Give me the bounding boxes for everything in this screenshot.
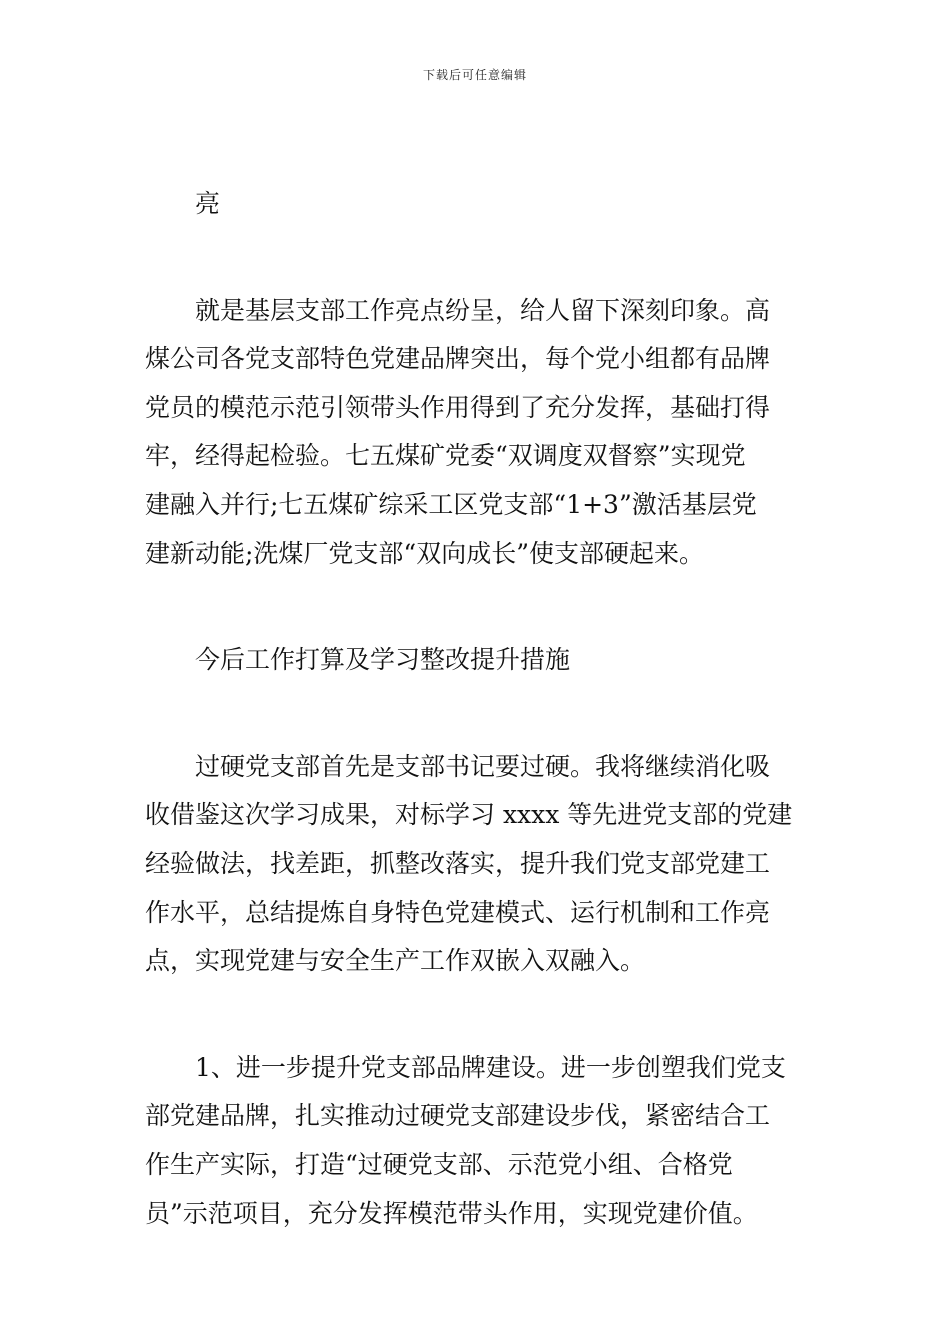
paragraph-liang [145, 180, 810, 229]
paragraph-highlights [145, 287, 810, 579]
text-line: 过硬党支部首先是支部书记要过硬。我将继续消化吸 [195, 751, 771, 781]
text-line: 作生产实际，打造“过硬党支部、示范党小组、合格党 [145, 1149, 733, 1179]
page-header: 下载后可任意编辑 [422, 68, 527, 82]
text-line: 亮 [195, 189, 221, 218]
document-body [145, 180, 810, 1238]
text-line: 建融入并行;七五煤矿综采工区党支部“1+3”激活基层党 [145, 489, 757, 519]
text-line: 收借鉴这次学习成果，对标学习 xxxx 等先进党支部的党建 [145, 800, 793, 830]
paragraph-gap [145, 578, 810, 636]
paragraph-gap [145, 685, 810, 743]
text-line: 部党建品牌，扎实推动过硬党支部建设步伐，紧密结合工 [145, 1101, 771, 1131]
text-line: 作水平，总结提炼自身特色党建模式、运行机制和工作亮 [145, 897, 771, 927]
text-line: 建新动能;洗煤厂党支部“双向成长”使支部硬起来。 [145, 538, 704, 568]
text-line: 员”示范项目，充分发挥模范带头作用，实现党建价值。 [145, 1198, 758, 1228]
section-heading [145, 636, 810, 685]
text-line: 点，实现党建与安全生产工作双嵌入双融入。 [145, 946, 646, 976]
paragraph-gap [145, 229, 810, 287]
text-line: 党员的模范示范引领带头作用得到了充分发挥，基础打得 [145, 392, 771, 422]
text-line: 1、进一步提升党支部品牌建设。进一步创塑我们党支 [195, 1052, 786, 1082]
paragraph-secretary [145, 743, 810, 986]
text-line: 牢，经得起检验。七五煤矿党委“双调度双督察”实现党 [145, 441, 746, 471]
paragraph-gap [145, 986, 810, 1044]
paragraph-brand-building [145, 1044, 810, 1238]
text-line: 经验做法，找差距，抓整改落实，提升我们党支部党建工 [145, 848, 771, 878]
text-line: 就是基层支部工作亮点纷呈，给人留下深刻印象。高 [195, 295, 771, 325]
text-line: 今后工作打算及学习整改提升措施 [195, 645, 571, 675]
text-line: 煤公司各党支部特色党建品牌突出，每个党小组都有品牌 [145, 344, 771, 374]
